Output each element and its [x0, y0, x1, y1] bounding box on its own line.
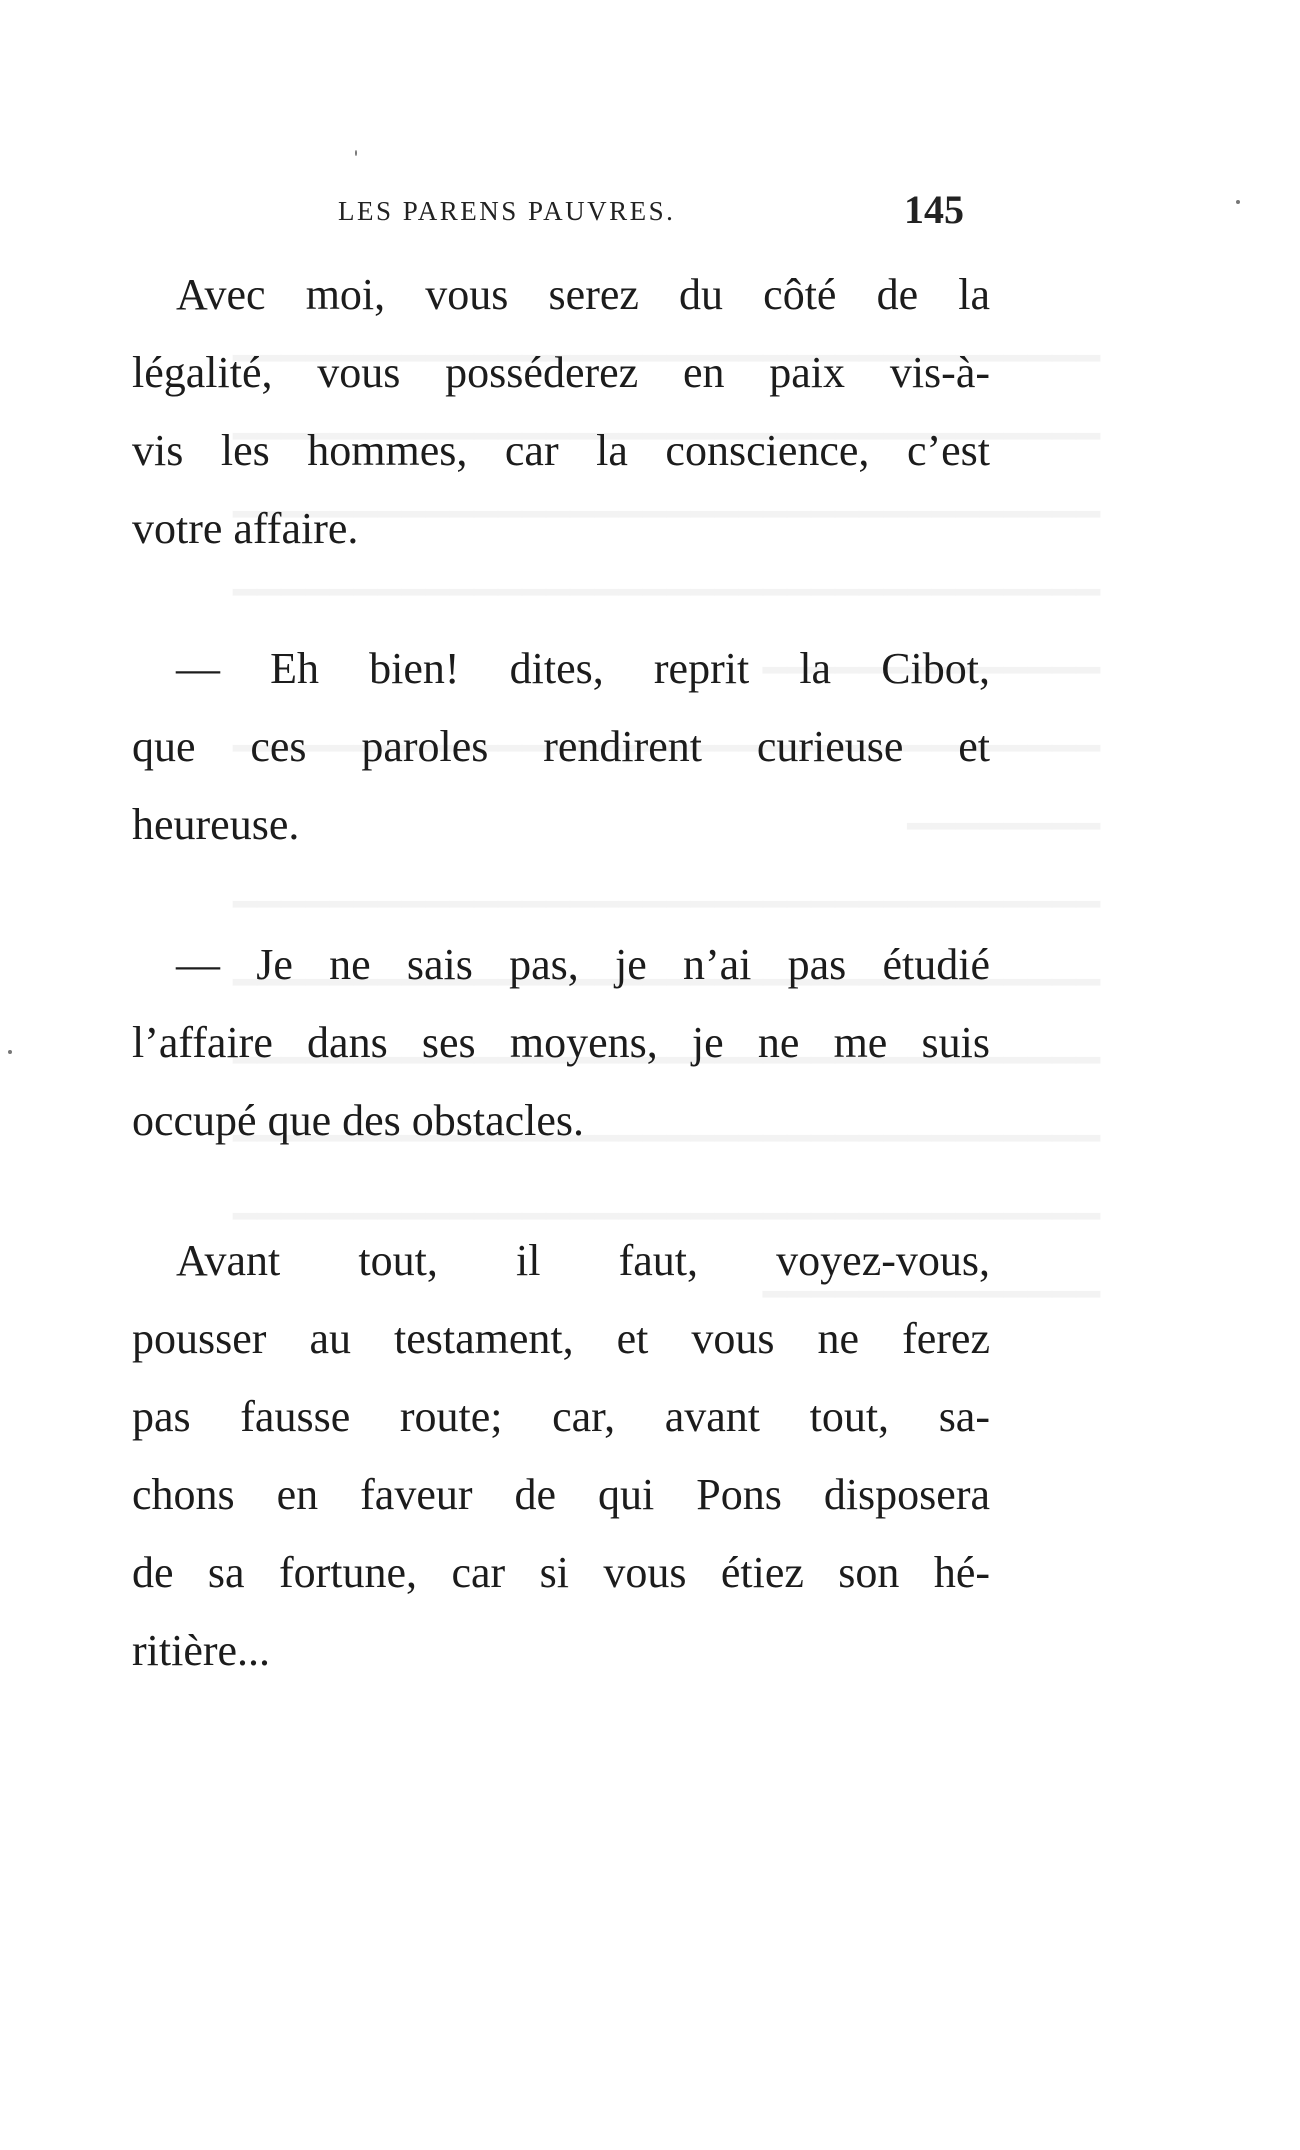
text-line: pas fausse route; car, avant tout, sa- — [132, 1392, 990, 1441]
text-line: de sa fortune, car si vous étiez son hé- — [132, 1548, 990, 1597]
paragraph — [132, 630, 990, 864]
running-title: LES PARENS PAUVRES. — [338, 196, 676, 226]
paragraph — [132, 256, 990, 568]
text-line: votre affaire. — [132, 504, 359, 553]
paragraph — [132, 1222, 990, 1690]
text-line: pousser au testament, et vous ne ferez — [132, 1314, 990, 1363]
text-line: heureuse. — [132, 800, 300, 849]
text-line: l’affaire dans ses moyens, je ne me suis — [132, 1018, 990, 1067]
text-line: Avec moi, vous serez du côté de la — [176, 270, 990, 319]
text-line: — Je ne sais pas, je n’ai pas étudié — [176, 940, 990, 989]
text-line: — Eh bien! dites, reprit la Cibot, — [176, 644, 990, 693]
text-line: légalité, vous posséderez en paix vis-à- — [132, 348, 990, 397]
print-speck — [1236, 200, 1240, 204]
text-line: vis les hommes, car la conscience, c’est — [132, 426, 990, 475]
text-line: chons en faveur de qui Pons disposera — [132, 1470, 990, 1519]
page-number: 145 — [904, 187, 964, 232]
paragraph — [132, 926, 990, 1160]
text-line: que ces paroles rendirent curieuse et — [132, 722, 990, 771]
main-text — [132, 256, 990, 1690]
text-line: occupé que des obstacles. — [132, 1096, 585, 1145]
print-speck — [8, 1050, 12, 1054]
text-line: Avant tout, il faut, voyez-vous, — [176, 1236, 990, 1285]
print-speck — [355, 150, 357, 156]
text-line: ritière... — [132, 1626, 271, 1675]
